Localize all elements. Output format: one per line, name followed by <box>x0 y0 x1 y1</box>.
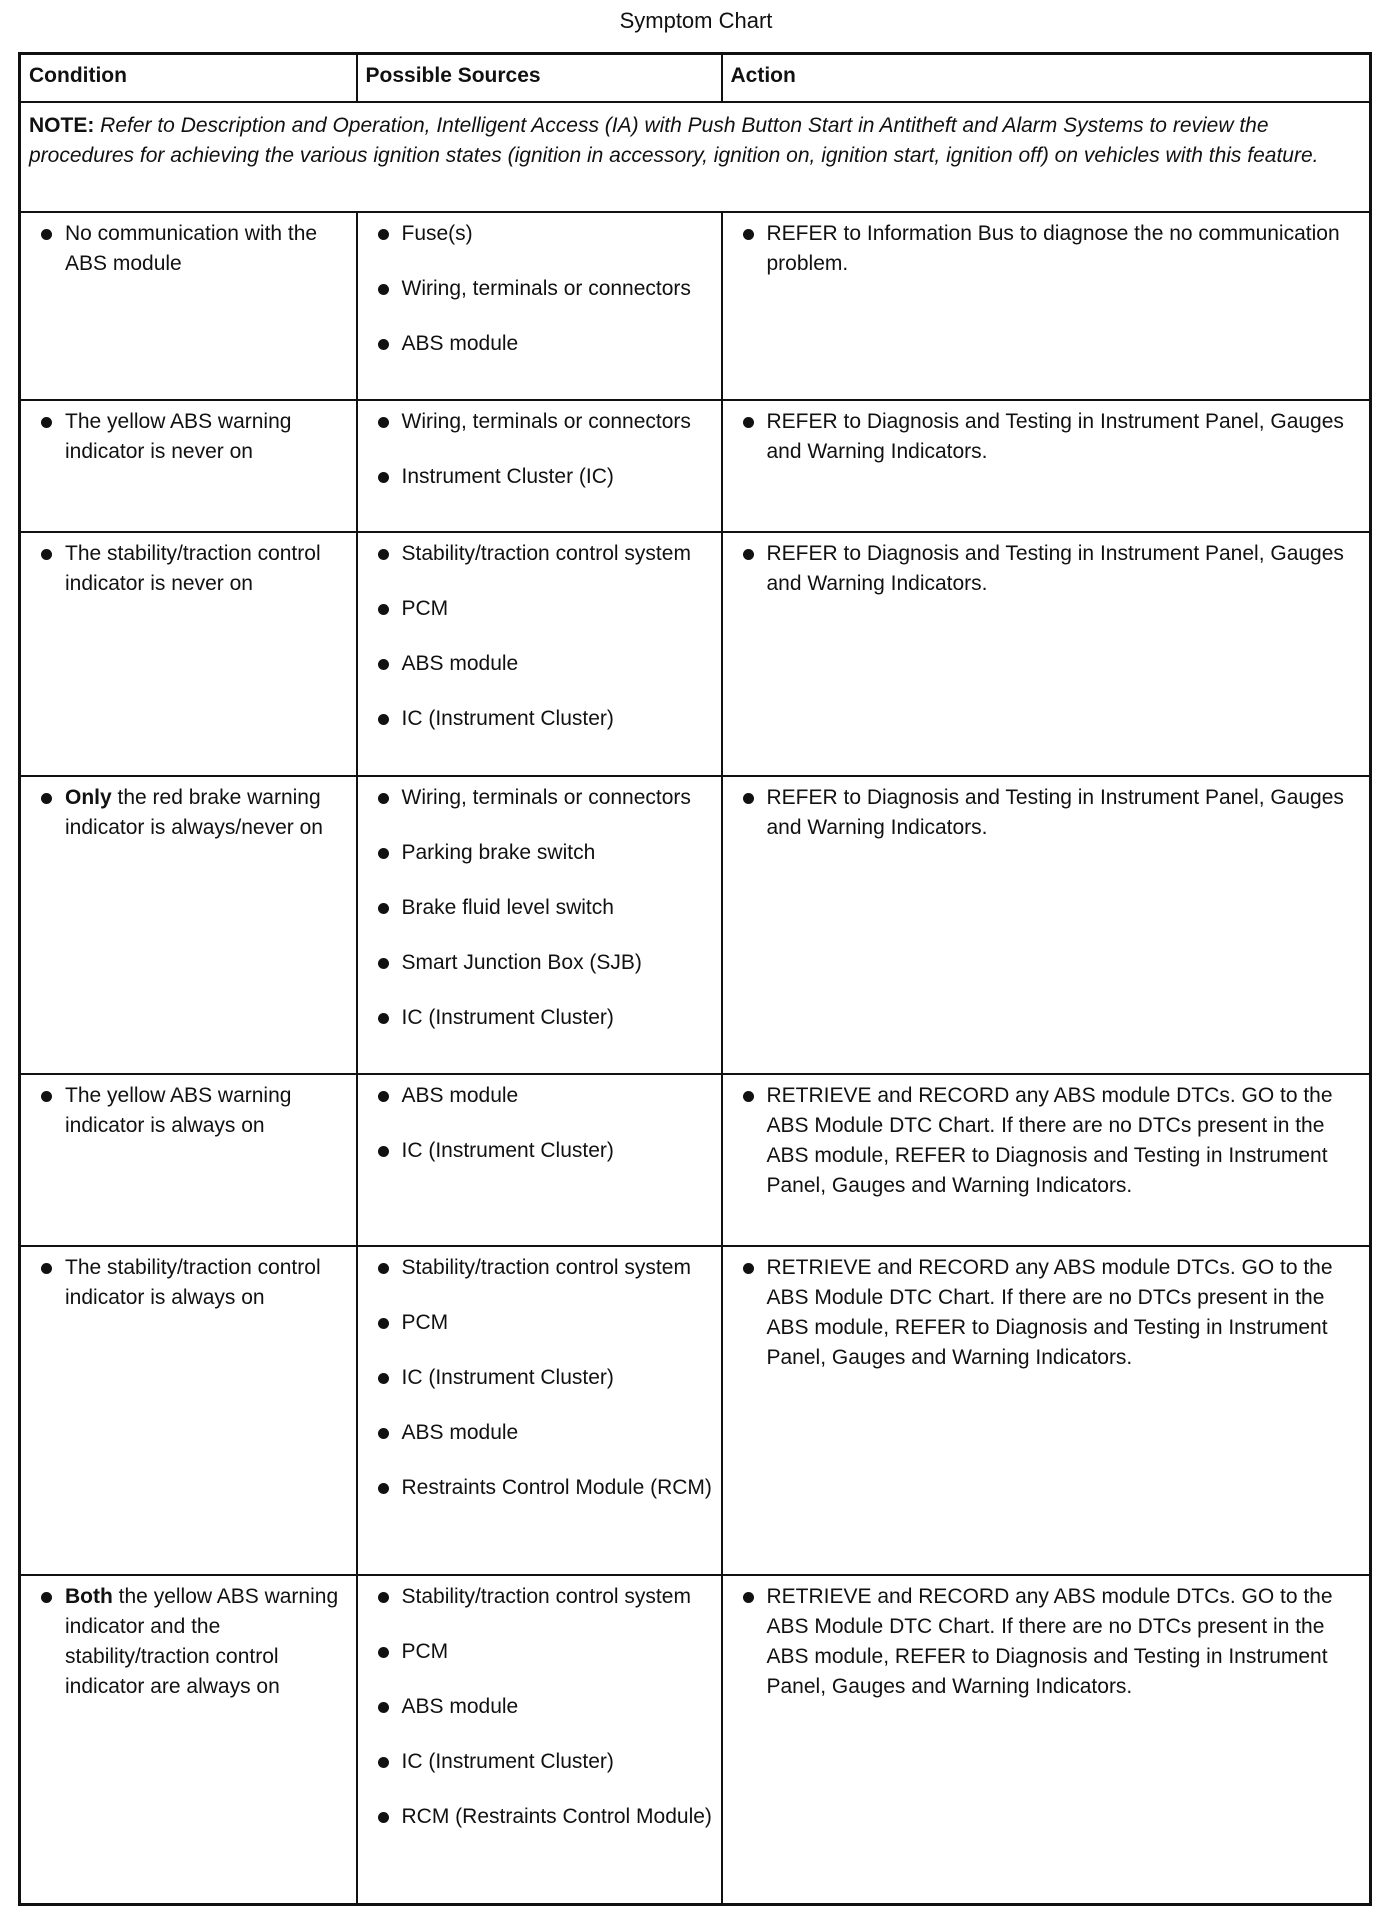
condition-text: The stability/traction control indicator is never on <box>65 542 321 595</box>
source-item: Wiring, terminals or connectors <box>366 783 713 813</box>
source-item: Parking brake switch <box>366 838 713 868</box>
condition-text: The stability/traction control indicator is always on <box>65 1256 321 1309</box>
action-cell <box>722 1246 1371 1575</box>
condition-item <box>29 1582 348 1702</box>
table-row <box>20 400 1371 532</box>
table-row <box>20 1074 1371 1246</box>
source-item: Wiring, terminals or connectors <box>366 274 713 304</box>
source-item: Stability/traction control system <box>366 1253 713 1283</box>
source-item: IC (Instrument Cluster) <box>366 1003 713 1033</box>
action-cell <box>722 212 1371 400</box>
table-row <box>20 532 1371 776</box>
source-item: Instrument Cluster (IC) <box>366 462 713 492</box>
condition-item <box>29 1253 348 1313</box>
source-item: ABS module <box>366 1418 713 1448</box>
condition-item <box>29 407 348 467</box>
action-cell <box>722 400 1371 532</box>
table-row <box>20 1575 1371 1904</box>
source-item: ABS module <box>366 1692 713 1722</box>
source-item: Wiring, terminals or connectors <box>366 407 713 437</box>
source-item: Brake fluid level switch <box>366 893 713 923</box>
source-item: PCM <box>366 1637 713 1667</box>
action-cell <box>722 532 1371 776</box>
header-possible-sources: Possible Sources <box>357 54 722 103</box>
source-item: IC (Instrument Cluster) <box>366 1363 713 1393</box>
condition-text: The yellow ABS warning indicator is never on <box>65 410 292 463</box>
source-item: IC (Instrument Cluster) <box>366 1136 713 1166</box>
note-text: Refer to Description and Operation, Intelligent Access (IA) with Push Button Start in Antitheft and Alarm Systems to review the procedures for achieving the various ignition states (ignition in accessory, ignition on, ignition start, ignition off) on vehicles with this feature. <box>29 114 1319 167</box>
source-item: RCM (Restraints Control Module) <box>366 1802 713 1832</box>
condition-emphasis: Both <box>65 1585 113 1608</box>
action-item: RETRIEVE and RECORD any ABS module DTCs. GO to the ABS Module DTC Chart. If there are no DTCs present in the ABS module, REFER to Diagnosis and Testing in Instrument Panel, Gauges and Warning Indicators. <box>731 1582 1362 1702</box>
sources-cell <box>357 1074 722 1246</box>
action-cell <box>722 1575 1371 1904</box>
condition-text: the red brake warning indicator is always/never on <box>65 786 323 839</box>
source-item: ABS module <box>366 1081 713 1111</box>
action-item: REFER to Information Bus to diagnose the no communication problem. <box>731 219 1362 279</box>
note-cell <box>20 102 1371 212</box>
source-item: Stability/traction control system <box>366 1582 713 1612</box>
action-item: REFER to Diagnosis and Testing in Instrument Panel, Gauges and Warning Indicators. <box>731 539 1362 599</box>
source-item: Stability/traction control system <box>366 539 713 569</box>
header-condition: Condition <box>20 54 357 103</box>
sources-cell <box>357 400 722 532</box>
symptom-chart-table <box>18 52 1372 1906</box>
header-action: Action <box>722 54 1371 103</box>
condition-text: No communication with the ABS module <box>65 222 318 275</box>
condition-item <box>29 1081 348 1141</box>
source-item: Restraints Control Module (RCM) <box>366 1473 713 1503</box>
condition-text: The yellow ABS warning indicator is always on <box>65 1084 292 1137</box>
source-item: ABS module <box>366 649 713 679</box>
condition-cell <box>20 1246 357 1575</box>
condition-item <box>29 219 348 279</box>
table-row <box>20 212 1371 400</box>
source-item: IC (Instrument Cluster) <box>366 1747 713 1777</box>
condition-emphasis: Only <box>65 786 112 809</box>
source-item: PCM <box>366 594 713 624</box>
condition-text: the yellow ABS warning indicator and the stability/traction control indicator are always on <box>65 1585 339 1698</box>
table-row <box>20 776 1371 1074</box>
sources-cell <box>357 532 722 776</box>
condition-cell <box>20 400 357 532</box>
note-label: NOTE: <box>29 114 95 137</box>
source-item: PCM <box>366 1308 713 1338</box>
source-item: Smart Junction Box (SJB) <box>366 948 713 978</box>
note-row <box>20 102 1371 212</box>
source-item: IC (Instrument Cluster) <box>366 704 713 734</box>
action-item: REFER to Diagnosis and Testing in Instrument Panel, Gauges and Warning Indicators. <box>731 407 1362 467</box>
action-cell <box>722 1074 1371 1246</box>
table-header-row <box>20 54 1371 103</box>
action-item: RETRIEVE and RECORD any ABS module DTCs. GO to the ABS Module DTC Chart. If there are no DTCs present in the ABS module, REFER to Diagnosis and Testing in Instrument Panel, Gauges and Warning Indicators. <box>731 1253 1362 1373</box>
sources-cell <box>357 1575 722 1904</box>
condition-item <box>29 539 348 599</box>
action-item: RETRIEVE and RECORD any ABS module DTCs. GO to the ABS Module DTC Chart. If there are no DTCs present in the ABS module, REFER to Diagnosis and Testing in Instrument Panel, Gauges and Warning Indicators. <box>731 1081 1362 1201</box>
action-item: REFER to Diagnosis and Testing in Instrument Panel, Gauges and Warning Indicators. <box>731 783 1362 843</box>
condition-cell <box>20 1074 357 1246</box>
action-cell <box>722 776 1371 1074</box>
sources-cell <box>357 1246 722 1575</box>
source-item: Fuse(s) <box>366 219 713 249</box>
sources-cell <box>357 212 722 400</box>
table-row <box>20 1246 1371 1575</box>
page-title: Symptom Chart <box>619 8 773 33</box>
condition-cell <box>20 1575 357 1904</box>
condition-cell <box>20 212 357 400</box>
sources-cell <box>357 776 722 1074</box>
source-item: ABS module <box>366 329 713 359</box>
condition-item <box>29 783 348 843</box>
condition-cell <box>20 532 357 776</box>
condition-cell <box>20 776 357 1074</box>
